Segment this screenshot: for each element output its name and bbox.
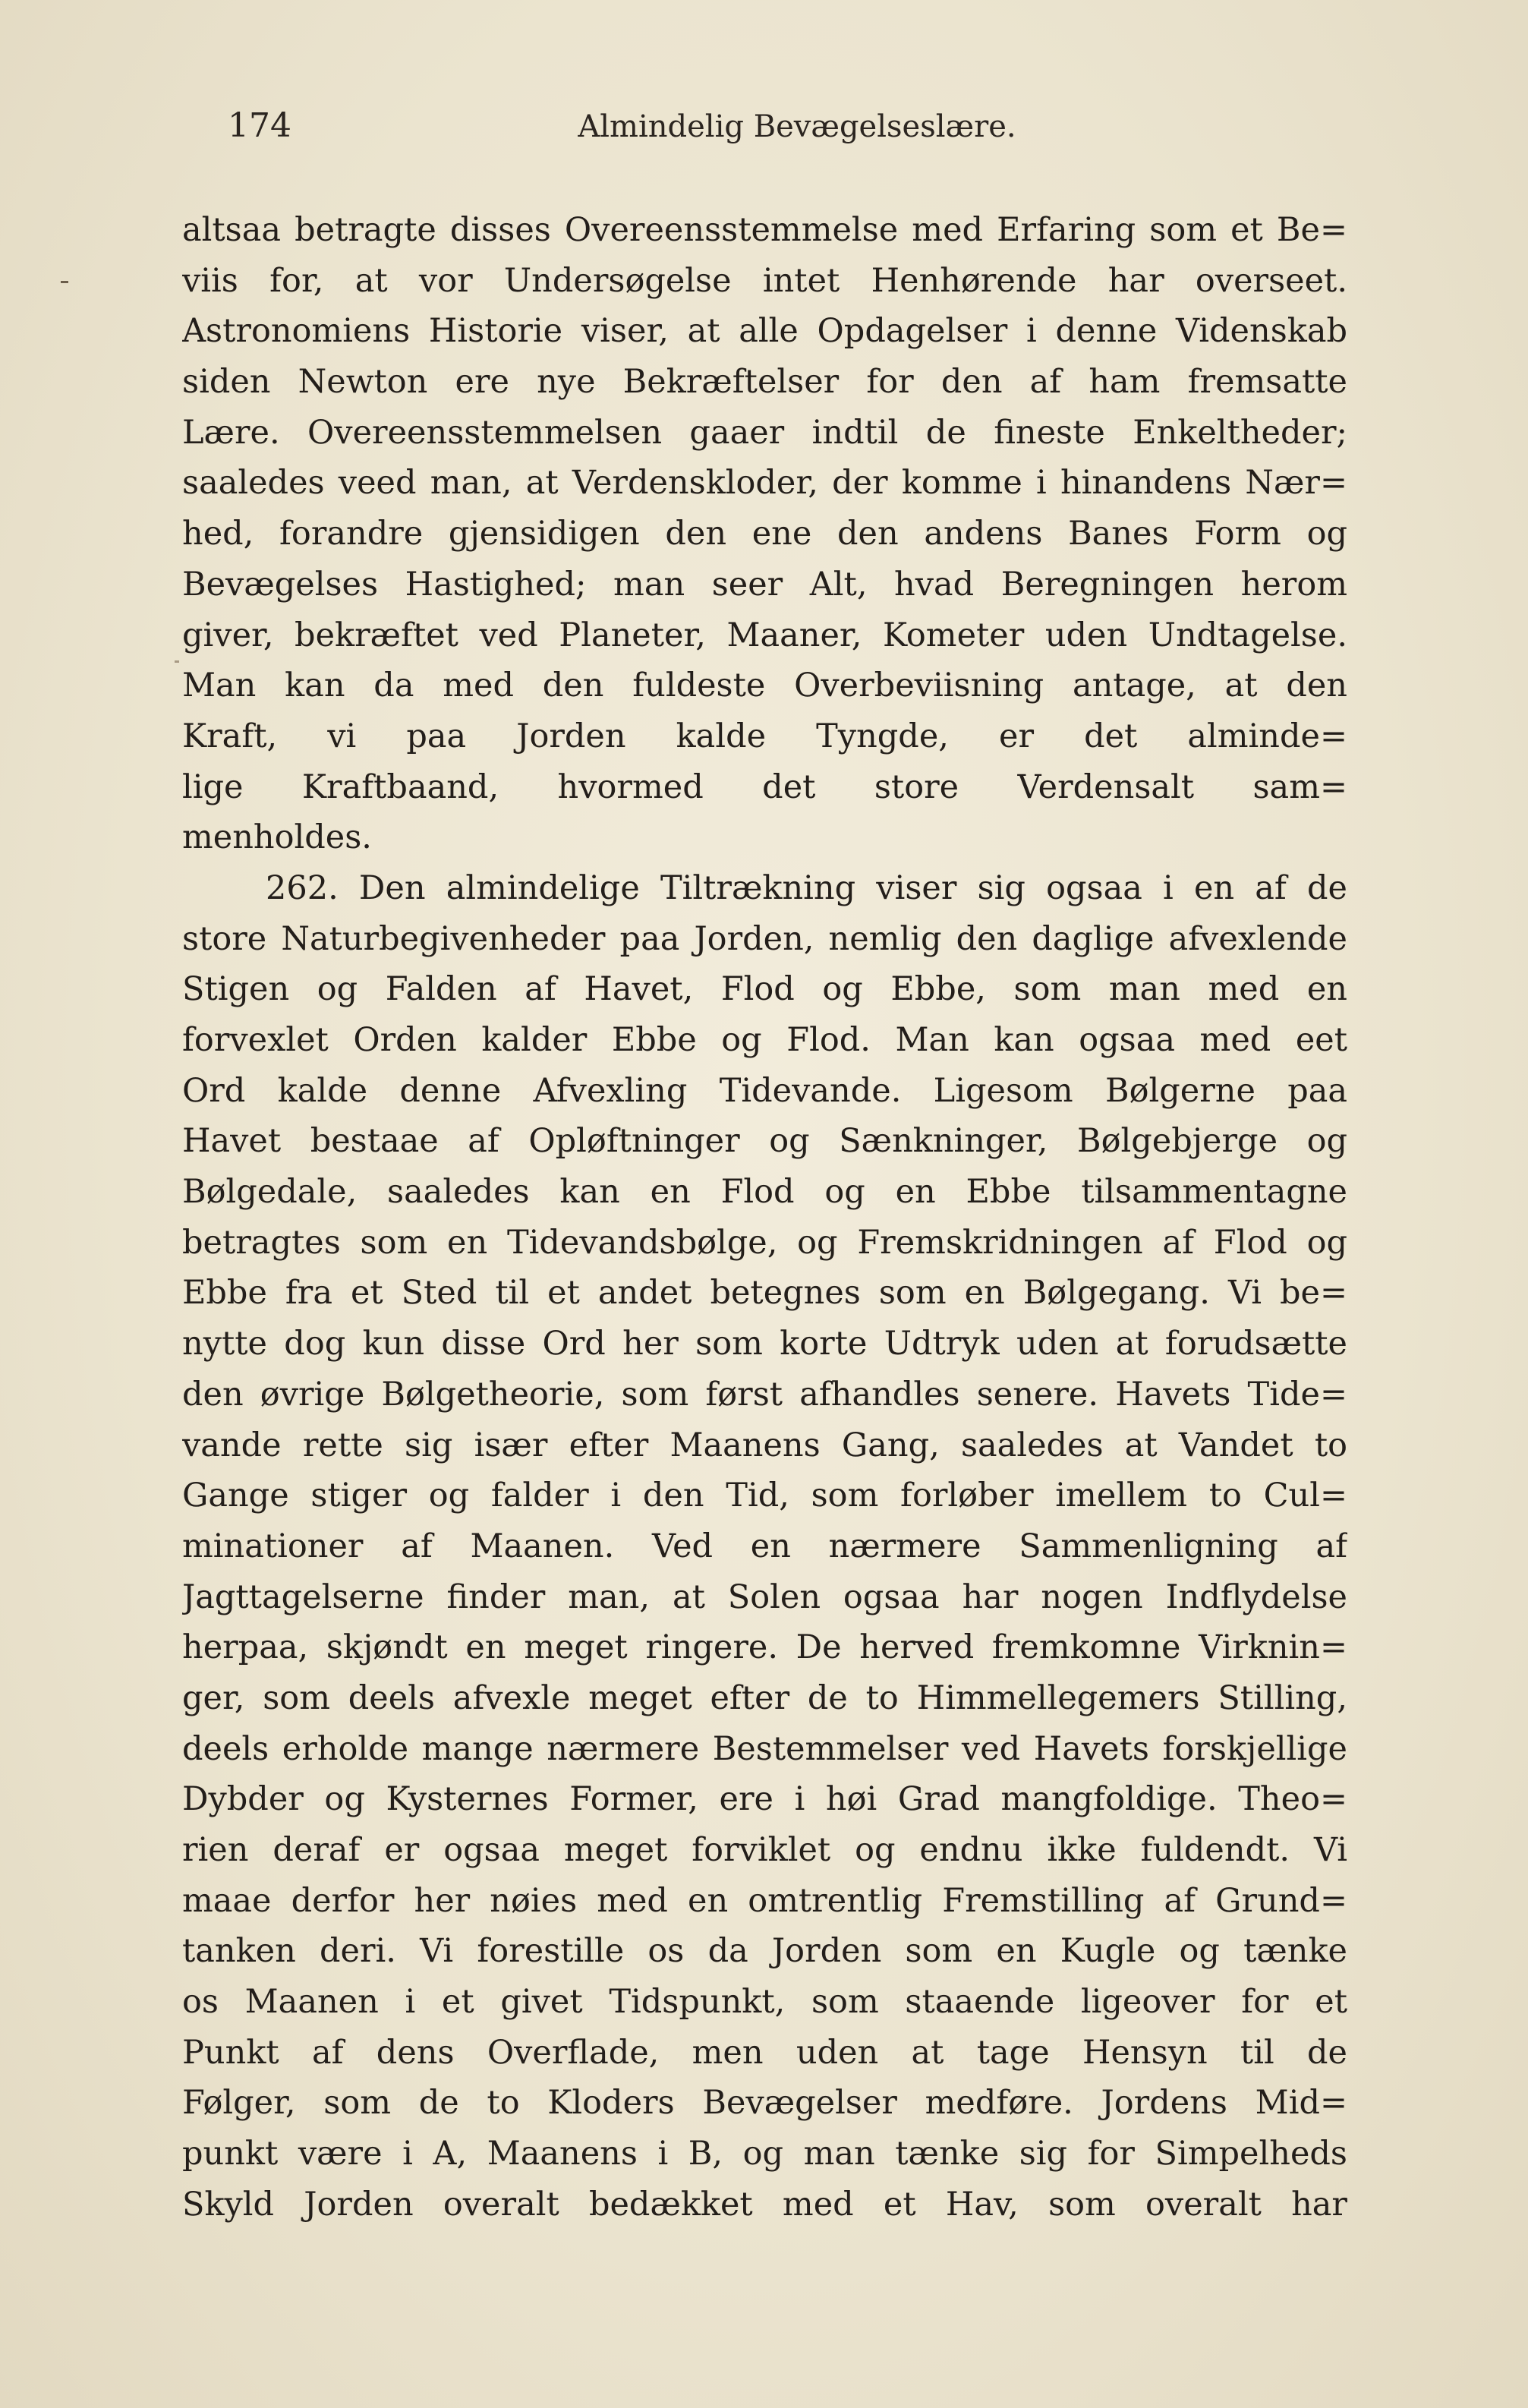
text-line: den øvrige Bølgetheorie, som først afhandles senere. Havets Tide= (182, 1375, 1347, 1414)
text-line: minationer af Maanen. Ved en nærmere Sammenligning af (182, 1527, 1347, 1565)
text-line: Man kan da med den fuldeste Overbeviisning antage, at den (182, 667, 1347, 705)
text-line: forvexlet Orden kalder Ebbe og Flod. Man kan ogsaa med eet (182, 1021, 1347, 1059)
text-line: store Naturbegivenheder paa Jorden, nemlig den daglige afvexlende (182, 919, 1347, 958)
text-line: Dybder og Kysternes Former, ere i høi Grad mangfoldige. Theo= (182, 1780, 1347, 1819)
text-line: Gange stiger og falder i den Tid, som forløber imellem to Cul= (182, 1477, 1347, 1515)
text-line: viis for, at vor Undersøgelse intet Henhørende har overseet. (182, 261, 1347, 300)
text-line: siden Newton ere nye Bekræftelser for den af ham fremsatte (182, 363, 1347, 402)
body-text (182, 205, 1347, 2230)
text-line: lige Kraftbaand, hvormed det store Verdensalt sam= (182, 767, 1347, 806)
text-line: tanken deri. Vi forestille os da Jorden som en Kugle og tænke (182, 1932, 1347, 1971)
paragraph-2 (182, 863, 1347, 2230)
paragraph-1 (182, 205, 1347, 863)
margin-mark (175, 660, 179, 663)
text-line: altsaa betragte disses Overeensstemmelse med Erfaring som et Be= (182, 211, 1347, 249)
text-line: ger, som deels afvexle meget efter de to Himmellegemers Stilling, (182, 1678, 1347, 1717)
text-line: Ebbe fra et Sted til et andet betegnes som en Bølgegang. Vi be= (182, 1274, 1347, 1313)
text-line: giver, bekræftet ved Planeter, Maaner, Kometer uden Undtagelse. (182, 616, 1347, 654)
text-line: Punkt af dens Overflade, men uden at tage Hensyn til de (182, 2033, 1347, 2072)
page-header (228, 106, 1351, 159)
text-line: Havet bestaae af Opløftninger og Sænkninger, Bølgebjerge og (182, 1122, 1347, 1161)
text-line: Følger, som de to Kloders Bevægelser medføre. Jordens Mid= (182, 2084, 1347, 2123)
text-line: Stigen og Falden af Havet, Flod og Ebbe, som man med en (182, 970, 1347, 1009)
text-line: Astronomiens Historie viser, at alle Opdagelser i denne Videnskab (182, 312, 1347, 351)
text-line: 262. Den almindelige Tiltrækning viser sig ogsaa i en af de (266, 868, 1347, 907)
text-line: nytte dog kun disse Ord her som korte Udtryk uden at forudsætte (182, 1325, 1347, 1363)
text-line: Ord kalde denne Afvexling Tidevande. Ligesom Bølgerne paa (182, 1071, 1347, 1110)
text-line: Bevægelses Hastighed; man seer Alt, hvad Beregningen herom (182, 565, 1347, 604)
text-line: maae derfor her nøies med en omtrentlig Fremstilling af Grund= (182, 1881, 1347, 1920)
text-line: saaledes veed man, at Verdenskloder, der komme i hinandens Nær= (182, 464, 1347, 503)
text-line: os Maanen i et givet Tidspunkt, som staaende ligeover for et (182, 1983, 1347, 2022)
text-line: deels erholde mange nærmere Bestemmelser ved Havets forskjellige (182, 1729, 1347, 1768)
text-line: Lære. Overeensstemmelsen gaaer indtil de fineste Enkeltheder; (182, 413, 1347, 452)
text-line: hed, forandre gjensidigen den ene den andens Banes Form og (182, 515, 1347, 553)
text-line: Bølgedale, saaledes kan en Flod og en Ebbe tilsammentagne (182, 1173, 1347, 1212)
text-line: punkt være i A, Maanens i B, og man tænke sig for Simpelheds (182, 2135, 1347, 2173)
text-line: vande rette sig især efter Maanens Gang, saaledes at Vandet to (182, 1426, 1347, 1464)
running-title: Almindelig Bevægelseslære. (578, 109, 1016, 144)
text-line: herpaa, skjøndt en meget ringere. De herved fremkomne Virknin= (182, 1628, 1347, 1667)
text-line: menholdes. (182, 818, 372, 857)
text-line: Skyld Jorden overalt bedækket med et Hav, som overalt har (182, 2185, 1347, 2224)
text-line: rien deraf er ogsaa meget forviklet og endnu ikke fuldendt. Vi (182, 1831, 1347, 1869)
text-line: Jagttagelserne finder man, at Solen ogsaa har nogen Indflydelse (182, 1577, 1347, 1616)
text-line: betragtes som en Tidevandsbølge, og Fremskridningen af Flod og (182, 1223, 1347, 1262)
margin-mark (61, 281, 68, 283)
text-line: Kraft, vi paa Jorden kalde Tyngde, er det alminde= (182, 717, 1347, 755)
page-number: 174 (228, 106, 291, 145)
